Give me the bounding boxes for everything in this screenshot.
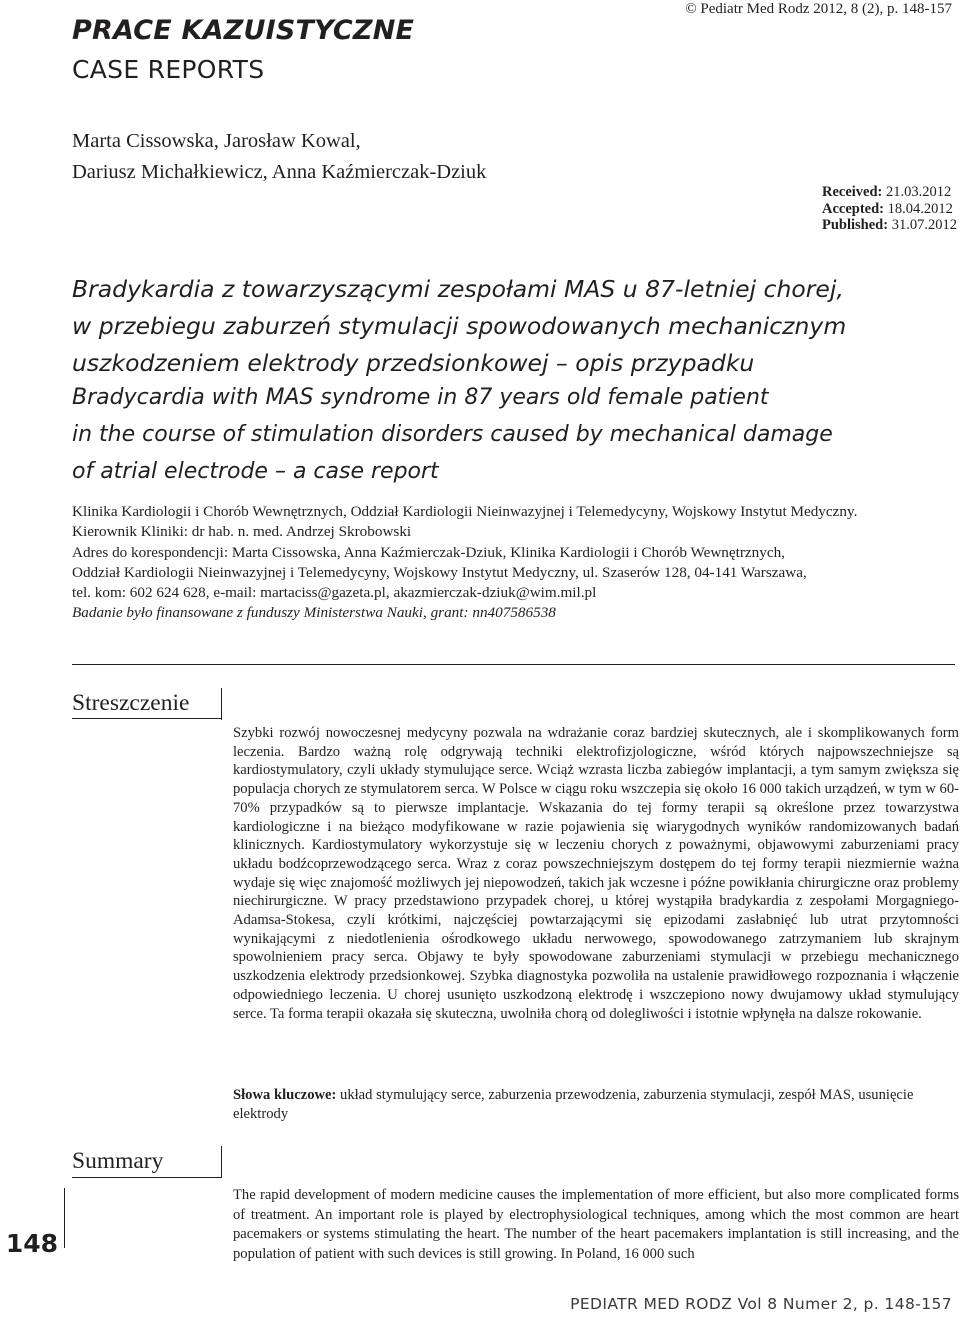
keywords-list: układ stymulujący serce, zaburzenia przewodzenia, zaburzenia stymulacji, zespół MAS, usunięcie elektrody xyxy=(233,1087,914,1122)
title-line: uszkodzeniem elektrody przedsionkowej – opis przypadku xyxy=(72,349,755,377)
page-number-rule xyxy=(64,1188,65,1248)
title-english xyxy=(72,379,957,490)
received-date: Received: 21.03.2012 xyxy=(822,184,952,200)
heading-vertical-rule xyxy=(221,1146,222,1178)
heading-underline xyxy=(72,1177,222,1178)
affiliation-line: Klinika Kardiologii i Chorób Wewnętrznych, Oddział Kardiologii Nieinwazyjnej i Telemedycyny, Wojskowy Instytut Medyczny. xyxy=(72,503,858,520)
section-subtitle: CASE REPORTS xyxy=(72,55,265,84)
correspondence-line: Adres do korespondencji: Marta Cissowska, Anna Kaźmierczak-Dziuk, Klinika Kardiologii i Chorób Wewnętrznych, xyxy=(72,543,785,561)
published-date: Published: 31.07.2012 xyxy=(822,217,957,233)
accepted-date: Accepted: 18.04.2012 xyxy=(822,200,953,217)
author-list xyxy=(72,126,486,188)
section-divider xyxy=(72,664,955,665)
title-line: w przebiegu zaburzeń stymulacji spowodowanych mechanicznym xyxy=(72,312,847,340)
heading-vertical-rule xyxy=(221,688,222,720)
contact-line: tel. kom: 602 624 628, e-mail: martaciss@gazeta.pl, akazmierczak-dziuk@wim.mil.pl xyxy=(72,584,597,602)
affiliation-line: Kierownik Kliniki: dr hab. n. med. Andrzej Skrobowski xyxy=(72,523,412,541)
page-number: 148 xyxy=(5,1229,58,1258)
author-line: Dariusz Michałkiewicz, Anna Kaźmierczak-Dziuk xyxy=(72,161,487,183)
title-line: in the course of stimulation disorders caused by mechanical damage xyxy=(72,422,833,447)
keywords xyxy=(233,1086,959,1123)
title-line: Bradycardia with MAS syndrome in 87 years old female patient xyxy=(72,385,769,410)
summary-heading: Summary xyxy=(72,1148,164,1174)
title-line: Bradykardia z towarzyszącymi zespołami MAS u 87-letniej chorej, xyxy=(72,275,844,303)
summary-text: The rapid development of modern medicine causes the implementation of more efficient, but also more complicated forms of treatment. An important role is played by electrophysiological techniques, among which the most common are heart pacemakers or systems stimulating the heart. The number of the heart pacemakers implantation is still increasing, and the population of patient with such devices is still growing. In Poland, 16 000 such xyxy=(233,1187,959,1262)
running-footer: PEDIATR MED RODZ Vol 8 Numer 2, p. 148-157 xyxy=(570,1295,952,1313)
article-dates xyxy=(822,184,957,234)
abstract-text: Szybki rozwój nowoczesnej medycyny pozwala na wdrażanie coraz bardziej skutecznych, ale i skomplikowanych form leczenia. Bardzo ważną rolę odgrywają techniki elektrofizjologiczne, wśród których najpowszechniejsze są kardiostymulatory, czyli układy stymulujące serce. Wciąż wzrasta liczba zabiegów implantacji, a tym samym zwiększa się populacja chorych ze stymulatorem serca. W Polsce w ciągu roku wszczepia się około 16 000 takich urządzeń, w tym w 60-70% przypadków są to pierwsze implantacje. Wskazania do tej formy terapii są określone przez towarzystwa kardiologiczne i na bieżąco modyfikowane w razie pojawienia się wiarygodnych wyników randomizowanych badań klinicznych. Kardiostymulatory wykorzystuje się w leczeniu chorych z poważnymi, objawowymi zaburzeniami pracy układu bodźcoprzewodzącego serca. Wraz z coraz powszechniejszym dostępem do tej formy terapii niezmiernie ważna wydaje się więc znajomość możliwych jej niepowodzeń, takich jak wczesne i późne powikłania chirurgiczne oraz problemy niechirurgiczne. W pracy przedstawiono przypadek chorej, u której wystąpiła bradykardia z zespołami Morgagniego-Adamsa-Stokesa, czyli krótkimi, najczęściej powtarzającymi się epizodami zasłabnięć lub utrat przytomności wynikającymi z niedotlenienia ośrodkowego układu nerwowego, spowodowanego zatrzymaniem lub skrajnym spowolnieniem pracy serca. Objawy te były spowodowane zaburzeniami stymulacji w przebiegu mechanicznego uszkodzenia elektrody przedsionkowej. Szybka diagnostyka pozwoliła na ustalenie prawidłowego rozpoznania i włączenie odpowiedniego leczenia. U chorej usunięto uszkodzoną elektrodę i wszczepiono nowy dwujamowy układ stymulujący serce. Ta forma terapii okazała się skuteczna, uwolniła chorą od dolegliwości i istotnie wpłynęła na dalsze rokowanie. xyxy=(233,725,959,1022)
correspondence-line: Oddział Kardiologii Nieinwazyjnej i Telemedycyny, Wojskowy Instytut Medyczny, ul. Szaserów 128, 04-141 Warszawa, xyxy=(72,563,807,581)
funding-note: Badanie było finansowane z funduszy Ministerstwa Nauki, grant: nn407586538 xyxy=(72,604,556,622)
journal-citation: © Pediatr Med Rodz 2012, 8 (2), p. 148-157 xyxy=(685,1,952,17)
title-line: of atrial electrode – a case report xyxy=(72,459,439,484)
heading-underline xyxy=(72,718,222,719)
author-line: Marta Cissowska, Jarosław Kowal, xyxy=(72,130,361,152)
title-polish xyxy=(72,271,957,382)
affiliation-block xyxy=(72,502,952,624)
section-title: PRACE KAZUISTYCZNE xyxy=(72,15,415,46)
keywords-label: Słowa kluczowe: xyxy=(233,1087,337,1103)
abstract-heading: Streszczenie xyxy=(72,690,190,716)
